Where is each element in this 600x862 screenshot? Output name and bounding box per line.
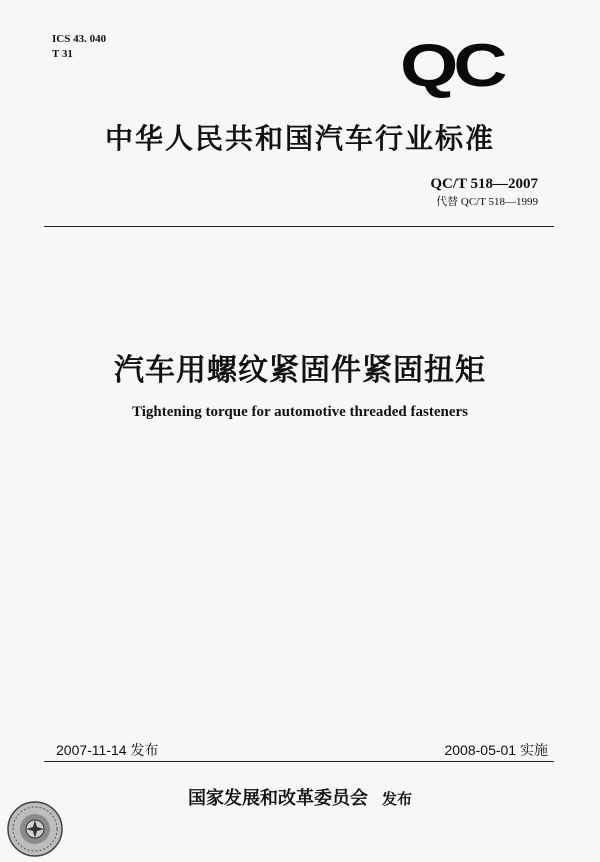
classification-codes [52,32,106,62]
standard-number: QC/T 518—2007 [430,176,538,192]
class-code: T 31 [52,48,73,60]
official-seal-icon [6,800,64,858]
publisher-name: 国家发展和改革委员会 [187,788,368,809]
document-title-cn: 汽车用螺纹紧固件紧固扭矩 [114,353,486,388]
top-divider [44,226,554,227]
implementation-date: 2008-05-01 实施 [444,742,548,758]
bottom-divider [44,761,554,762]
replaces-note: 代替 QC/T 518—1999 [436,196,538,208]
standard-name: 中华人民共和国汽车行业标准 [104,122,495,155]
qc-logo: QC [400,32,503,99]
document-title-en: Tightening torque for automotive threaded fasteners [132,404,468,420]
ics-code: ICS 43. 040 [52,33,107,45]
publisher [0,784,600,810]
standard-code-block [430,174,538,210]
publisher-suffix: 发布 [381,790,412,808]
issue-date: 2007-11-14 发布 [56,742,159,758]
